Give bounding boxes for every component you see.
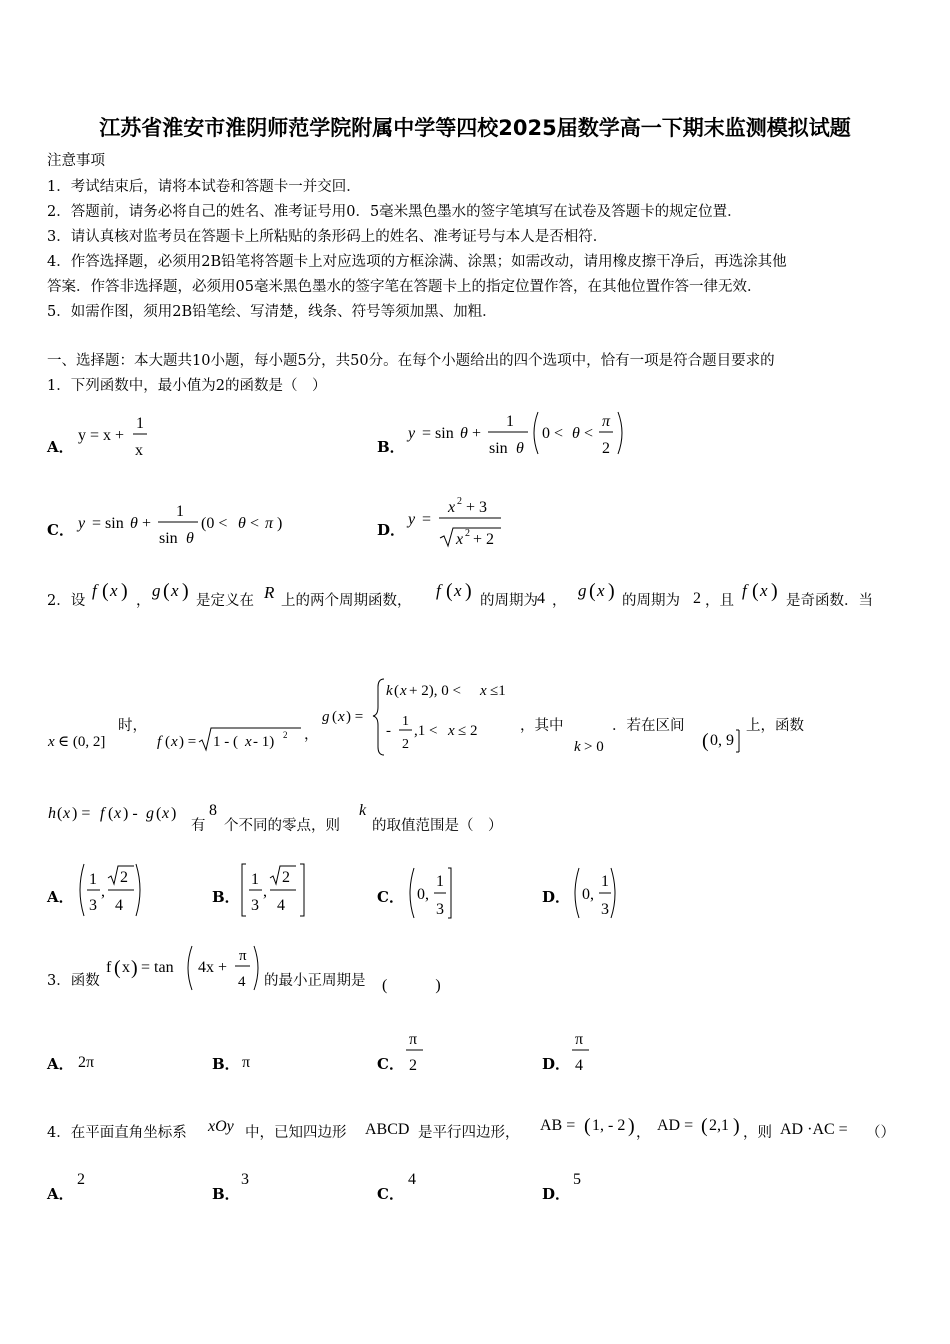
number-four: 4: [537, 590, 545, 607]
svg-text:AD =: AD =: [657, 1117, 694, 1134]
formula-g-x: [576, 576, 622, 606]
svg-text:= sin: = sin: [92, 515, 124, 532]
formula-h-def: [46, 800, 192, 828]
formula-f-x: [90, 576, 136, 606]
svg-text:x: x: [114, 805, 122, 822]
text-fragment: 中，已知四边形: [245, 1125, 347, 1141]
svg-text:): ): [733, 1115, 740, 1137]
number-eight: 8: [209, 802, 217, 819]
svg-text:0, 9: 0, 9: [710, 732, 734, 749]
svg-text:π: π: [265, 515, 274, 532]
svg-text:2: 2: [457, 496, 462, 507]
formula-dot-product: [778, 1114, 870, 1142]
svg-text:π: π: [409, 1031, 418, 1048]
svg-text:): ): [171, 805, 177, 822]
option-formula: [406, 492, 516, 554]
svg-text:0,: 0,: [417, 886, 429, 903]
svg-text:): ): [465, 580, 472, 602]
text-fragment: 的周期为: [480, 593, 538, 609]
option-formula: [76, 410, 156, 462]
formula-R: [262, 580, 280, 606]
svg-text:0 <: 0 <: [542, 425, 564, 442]
svg-text:R: R: [264, 583, 275, 602]
svg-text:x: x: [63, 805, 71, 822]
question-stem: 3．函数: [47, 973, 100, 989]
text-fragment: 是平行四边形，: [418, 1125, 520, 1141]
formula-interval-0-9: [700, 725, 744, 755]
option-label: D．: [542, 1055, 571, 1073]
svg-text:4x +: 4x +: [198, 959, 228, 976]
option-formula: [570, 1026, 594, 1076]
svg-text:(: (: [446, 580, 453, 602]
svg-text:4: 4: [277, 897, 285, 914]
svg-text:(: (: [394, 683, 399, 699]
option-label: C．: [377, 1055, 404, 1073]
text-fragment: 上，函数: [746, 718, 804, 734]
text-fragment: 上的两个周期函数，: [281, 593, 412, 609]
svg-text:θ: θ: [460, 425, 468, 442]
text-fragment: 个不同的零点，则: [224, 818, 340, 834]
svg-text:g: g: [146, 805, 154, 822]
svg-text:): ): [771, 580, 778, 602]
svg-text:f: f: [436, 581, 441, 600]
svg-text:(: (: [163, 580, 170, 602]
svg-text:x: x: [454, 581, 462, 600]
option-label: C．: [377, 888, 404, 906]
formula-interval: [46, 728, 120, 754]
svg-text:1, - 2: 1, - 2: [592, 1117, 626, 1134]
svg-text:x: x: [448, 723, 455, 739]
option-value: 3: [241, 1171, 249, 1188]
option-label: C．: [47, 521, 74, 539]
option-label: B．: [212, 1055, 240, 1073]
svg-text:) =: ) =: [346, 709, 364, 725]
svg-text:+ 3: + 3: [466, 499, 488, 516]
notice-item: 2．答题前，请务必将自己的姓名、准考证号用0．5毫米黑色墨水的签字笔填写在试卷及答题卡的规定位置．: [47, 204, 742, 220]
svg-text:1: 1: [136, 415, 144, 432]
svg-text:3: 3: [601, 901, 609, 918]
svg-text:) =: ) =: [179, 734, 197, 750]
svg-text:π: π: [602, 413, 611, 430]
svg-text:y: y: [78, 515, 86, 532]
svg-text:= tan: = tan: [141, 959, 174, 976]
svg-text:x: x: [48, 734, 55, 750]
svg-text:x: x: [456, 531, 464, 548]
text-fragment: ，: [136, 593, 151, 609]
svg-text:3: 3: [251, 897, 259, 914]
svg-text:AB =: AB =: [540, 1117, 576, 1134]
svg-text:): ): [628, 1115, 635, 1137]
svg-text:≤ 2: ≤ 2: [458, 723, 478, 739]
svg-text:k: k: [574, 739, 581, 755]
option-label: A．: [47, 888, 74, 906]
svg-text:g: g: [322, 709, 330, 725]
formula-tan: [104, 944, 264, 994]
text-fragment: 的周期为: [622, 593, 680, 609]
svg-text:2: 2: [120, 869, 128, 886]
svg-text:(: (: [701, 1115, 708, 1137]
svg-text:1: 1: [402, 714, 409, 729]
svg-text:(: (: [332, 709, 337, 725]
formula-vector-ab: [538, 1110, 638, 1140]
svg-text:≤1: ≤1: [490, 683, 506, 699]
option-label: D．: [542, 888, 571, 906]
svg-text:(: (: [584, 1115, 591, 1137]
svg-text:3: 3: [89, 897, 97, 914]
svg-text:h: h: [48, 805, 56, 822]
formula-abcd: ABCD: [365, 1121, 410, 1138]
svg-text:θ: θ: [238, 515, 246, 532]
svg-text:+ 2), 0 <: + 2), 0 <: [409, 683, 461, 699]
formula-f-x: [740, 576, 786, 606]
formula-vector-ad: [655, 1110, 745, 1140]
text-fragment: 的最小正周期是: [264, 973, 366, 989]
option-label: A．: [47, 1055, 74, 1073]
option-value: π: [242, 1054, 251, 1071]
text-fragment: ，: [636, 1125, 651, 1141]
text-fragment: 的取值范围是（ ）: [372, 818, 503, 834]
option-label: A．: [47, 438, 74, 456]
svg-text:): ): [277, 515, 283, 532]
notice-item: 答案．作答非选择题，必须用05毫米黑色墨水的签字笔在答题卡上的指定位置作答，在其他位置作答一律无效．: [47, 279, 762, 295]
svg-text:= sin: = sin: [422, 425, 454, 442]
svg-text:1: 1: [89, 871, 97, 888]
svg-text:x: x: [171, 581, 179, 600]
svg-text:1 - (: 1 - (: [213, 734, 238, 750]
svg-text:): ): [121, 580, 128, 602]
svg-text:sin: sin: [159, 530, 178, 547]
svg-text:π: π: [239, 948, 247, 964]
answer-paren: （）: [866, 1125, 895, 1141]
text-fragment: 是奇函数．当: [786, 593, 873, 609]
option-formula: [74, 860, 146, 920]
notice-item: 1．考试结束后，请将本试卷和答题卡一并交回．: [47, 179, 361, 195]
svg-text:- 1): - 1): [253, 734, 275, 750]
svg-text:f: f: [100, 805, 105, 822]
notice-item: 4．作答选择题，必须用2B铅笔将答题卡上对应选项的方框涂满、涂黑；如需改动，请用橡皮擦干净后，再选涂其他: [47, 254, 787, 270]
svg-text:1: 1: [251, 871, 259, 888]
svg-text:f: f: [92, 581, 97, 600]
page-title: 江苏省淮安市淮阴师范学院附属中学等四校2025届数学高一下期末监测模拟试题: [99, 116, 851, 140]
svg-text:) -: ) -: [123, 805, 138, 822]
text-fragment: ，: [304, 727, 319, 743]
svg-text:> 0: > 0: [584, 739, 604, 755]
section-heading: 一、选择题：本大题共10小题，每小题5分，共50分。在每个小题给出的四个选项中，恰有一项是符合题目要求的: [47, 353, 775, 369]
svg-text:+ 2: + 2: [473, 531, 495, 548]
svg-text:y = x +: y = x +: [78, 427, 125, 444]
text-fragment: 有: [191, 818, 206, 834]
option-formula: [238, 860, 310, 920]
formula-g-piecewise: [320, 675, 530, 759]
option-label: B．: [212, 888, 240, 906]
svg-text:(: (: [702, 730, 709, 752]
svg-text:x: x: [597, 581, 605, 600]
svg-text:y: y: [408, 425, 416, 442]
svg-text:x: x: [135, 442, 143, 459]
formula-f-x: [434, 576, 480, 606]
svg-text:θ: θ: [516, 440, 524, 457]
svg-text:θ: θ: [130, 515, 138, 532]
option-formula: [404, 866, 456, 922]
svg-text:1: 1: [601, 873, 609, 890]
number-two: 2: [693, 590, 701, 607]
svg-text:2: 2: [402, 737, 409, 752]
svg-text:1: 1: [506, 413, 514, 430]
formula-g-x: [150, 576, 196, 606]
svg-text:x: x: [171, 734, 178, 750]
svg-text:k: k: [386, 683, 393, 699]
option-label: B．: [212, 1185, 240, 1203]
text-fragment: ，: [552, 593, 567, 609]
svg-text:(: (: [108, 805, 114, 822]
formula-f-def: [155, 722, 305, 756]
text-fragment: ，且: [705, 593, 734, 609]
svg-text:f: f: [742, 581, 747, 600]
svg-text:,1 <: ,1 <: [414, 723, 438, 739]
svg-text:(: (: [102, 580, 109, 602]
option-label: A．: [47, 1185, 74, 1203]
svg-text:x: x: [400, 683, 407, 699]
svg-text:4: 4: [575, 1057, 583, 1074]
svg-text:): ): [182, 580, 189, 602]
formula-xoy: xOy: [208, 1118, 234, 1135]
option-value: 2π: [78, 1054, 95, 1071]
svg-text:1: 1: [176, 503, 184, 520]
svg-text:(: (: [752, 580, 759, 602]
question-stem: 2．设: [47, 593, 86, 609]
svg-text:4: 4: [238, 974, 246, 990]
svg-text:2: 2: [409, 1057, 417, 1074]
option-formula: [569, 866, 621, 922]
svg-text:,: ,: [101, 883, 105, 900]
svg-text:3: 3: [436, 901, 444, 918]
svg-text:sin: sin: [489, 440, 508, 457]
svg-text:,: ,: [263, 883, 267, 900]
variable-k: k: [359, 802, 367, 819]
svg-text:x: x: [162, 805, 170, 822]
svg-text:x: x: [122, 959, 130, 976]
svg-text:g: g: [152, 581, 161, 600]
svg-text:(: (: [165, 734, 170, 750]
svg-text:-: -: [386, 723, 391, 739]
svg-text:(: (: [589, 580, 596, 602]
svg-text:<: <: [584, 425, 594, 442]
svg-text:0,: 0,: [582, 886, 594, 903]
svg-text:x: x: [448, 499, 456, 516]
svg-text:x: x: [338, 709, 345, 725]
notice-item: 3．请认真核对监考员在答题卡上所粘贴的条形码上的姓名、准考证号与本人是否相符．: [47, 229, 608, 245]
svg-text:π: π: [575, 1031, 584, 1048]
svg-text:x: x: [760, 581, 768, 600]
notice-item: 5．如需作图，须用2B铅笔绘、写清楚，线条、符号等须加黑、加粗．: [47, 304, 497, 320]
answer-paren: ( ): [382, 977, 441, 994]
option-formula: [76, 498, 296, 550]
svg-text:f: f: [157, 734, 162, 750]
text-fragment: ，其中: [520, 718, 564, 734]
svg-text:1: 1: [436, 873, 444, 890]
svg-text:+: +: [142, 515, 152, 532]
svg-text:(: (: [114, 957, 121, 979]
svg-text:<: <: [250, 515, 260, 532]
svg-text:y: y: [408, 511, 416, 528]
svg-text:(: (: [156, 805, 162, 822]
svg-text:2: 2: [465, 528, 470, 539]
notice-heading: 注意事项: [47, 153, 105, 169]
text-fragment: ．若在区间: [612, 718, 685, 734]
svg-text:4: 4: [115, 897, 123, 914]
svg-text:(0 <: (0 <: [201, 515, 228, 532]
svg-text:AD ·AC =: AD ·AC =: [780, 1121, 848, 1138]
svg-text:θ: θ: [186, 530, 194, 547]
option-label: D．: [542, 1185, 571, 1203]
svg-text:∈ (0, 2]: ∈ (0, 2]: [58, 734, 106, 750]
option-value: 4: [408, 1171, 416, 1188]
svg-text:g: g: [578, 581, 587, 600]
option-label: D．: [377, 521, 406, 539]
question-stem: 4．在平面直角坐标系: [47, 1125, 187, 1141]
text-fragment: 是定义在: [196, 593, 254, 609]
svg-text:) =: ) =: [72, 805, 91, 822]
svg-text:2: 2: [283, 730, 288, 740]
option-label: B．: [377, 438, 405, 456]
option-label: C．: [377, 1185, 404, 1203]
text-fragment: 时，: [118, 718, 147, 734]
svg-text:θ: θ: [572, 425, 580, 442]
option-formula: [404, 1026, 428, 1076]
option-value: 2: [77, 1171, 85, 1188]
svg-text:2,1: 2,1: [709, 1117, 729, 1134]
svg-text:+: +: [472, 425, 482, 442]
svg-text:(: (: [57, 805, 63, 822]
svg-text:2: 2: [602, 440, 610, 457]
svg-text:f: f: [106, 959, 112, 976]
option-formula: [406, 408, 630, 460]
text-fragment: ，则: [743, 1125, 772, 1141]
option-value: 5: [573, 1171, 581, 1188]
svg-text:=: =: [422, 511, 432, 528]
svg-text:x: x: [245, 734, 252, 750]
svg-text:): ): [608, 580, 615, 602]
question-stem: 1．下列函数中，最小值为2的函数是（ ）: [47, 378, 327, 394]
svg-text:): ): [131, 957, 138, 979]
svg-text:2: 2: [282, 869, 290, 886]
svg-text:x: x: [480, 683, 487, 699]
svg-text:x: x: [110, 581, 118, 600]
